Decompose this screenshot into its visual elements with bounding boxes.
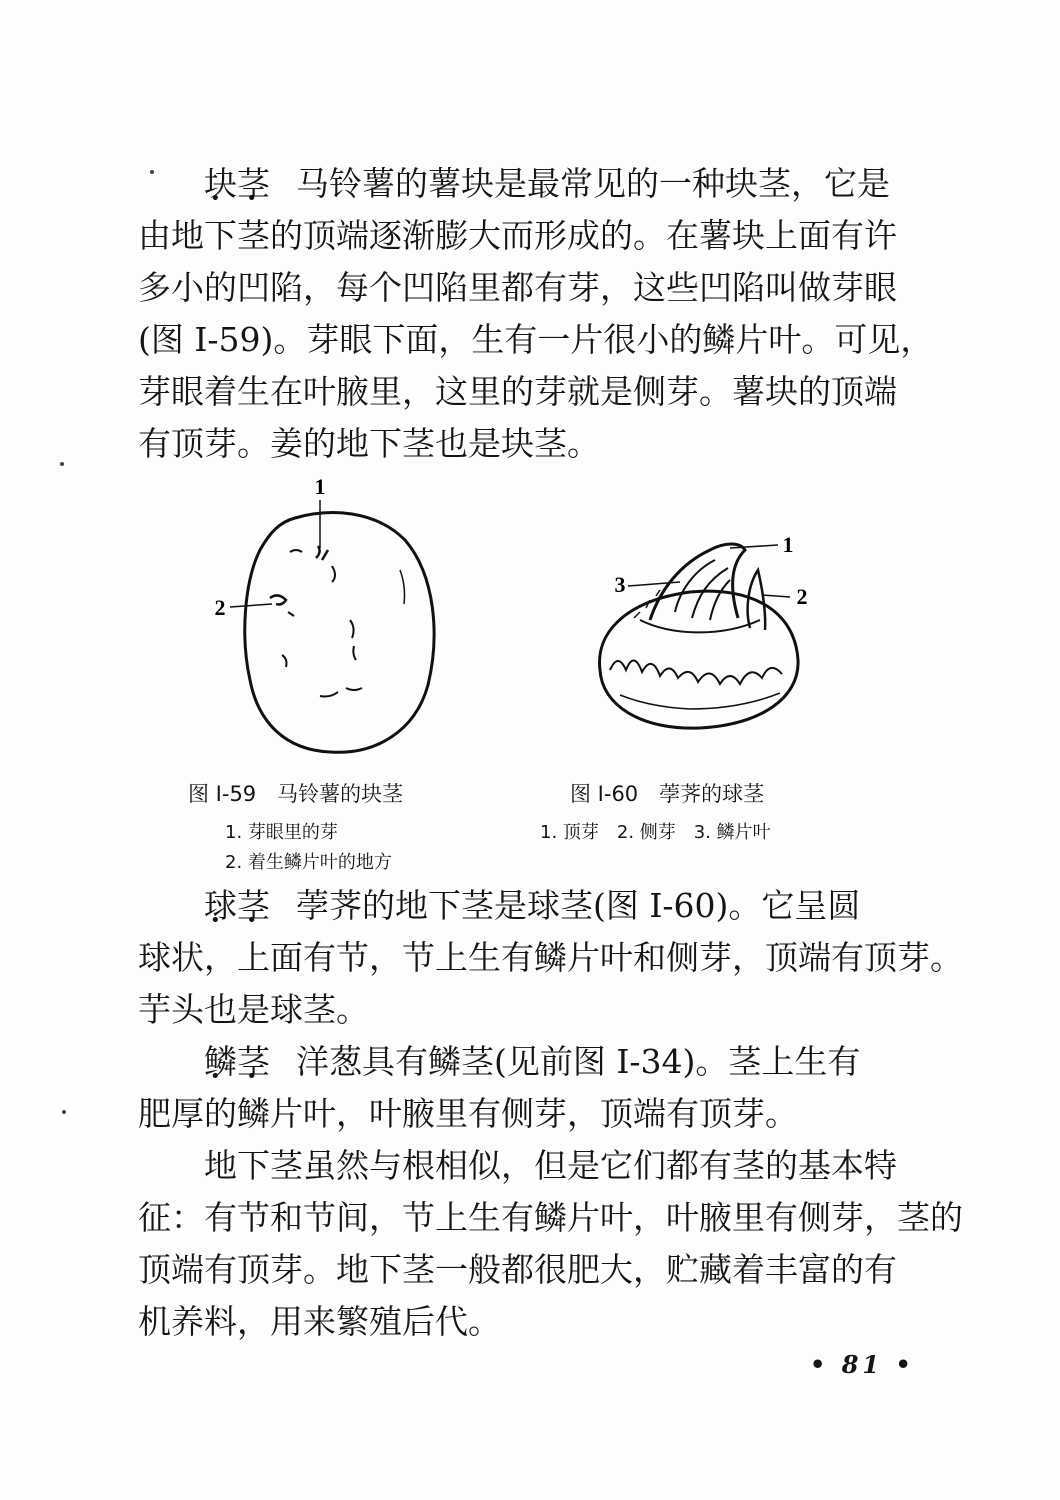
paragraph-line: 鳞茎 • • 洋葱具有鳞茎(见前图 I-34)。茎上生有 <box>138 1036 898 1088</box>
figure59-caption: 图 I-59 马铃薯的块茎 <box>188 782 404 806</box>
figure60-legend: 1. 顶芽 2. 侧芽 3. 鳞片叶 <box>540 822 771 843</box>
figure60-label-3: 3 <box>614 572 626 597</box>
paragraph-corm <box>138 880 963 1036</box>
scan-speck <box>62 1110 66 1114</box>
paragraph-summary <box>138 1140 963 1348</box>
figure60-label-2: 2 <box>796 584 808 609</box>
scan-speck <box>60 462 64 466</box>
figure60-caption: 图 I-60 荸荠的球茎 <box>570 782 765 806</box>
term-tuber: 块茎 • • <box>204 158 270 210</box>
paragraph-line: 有顶芽。姜的地下茎也是块茎。 <box>138 424 600 463</box>
water-chestnut-corm-illustration <box>580 520 830 750</box>
paragraph-line: 机养料，用来繁殖后代。 <box>138 1302 501 1341</box>
paragraph-line: 由地下茎的顶端逐渐膨大而形成的。在薯块上面有许 <box>138 216 897 255</box>
term-bulb: 鳞茎 • • <box>204 1036 270 1088</box>
figure59-legend-item-2: 2. 着生鳞片叶的地方 <box>225 852 392 873</box>
paragraph-line: 征：有节和节间，节上生有鳞片叶，叶腋里有侧芽，茎的 <box>138 1198 963 1237</box>
paragraph-line: 块茎 • • 马铃薯的薯块是最常见的一种块茎，它是 <box>138 158 898 210</box>
figure59-label-2: 2 <box>214 595 226 620</box>
potato-tuber-illustration <box>200 470 460 770</box>
paragraph-line: (图 I-59)。芽眼下面，生有一片很小的鳞片叶。可见， <box>138 320 934 359</box>
paragraph-line: 芋头也是球茎。 <box>138 990 369 1029</box>
paragraph-line: 球状，上面有节，节上生有鳞片叶和侧芽，顶端有顶芽。 <box>138 938 963 977</box>
paragraph-bulb <box>138 1036 898 1140</box>
paragraph-line: 地下茎虽然与根相似，但是它们都有茎的基本特 <box>204 1146 897 1185</box>
paragraph-line: 芽眼着生在叶腋里，这里的芽就是侧芽。薯块的顶端 <box>138 372 897 411</box>
figure60-label-1: 1 <box>782 532 794 557</box>
paragraph-line: 肥厚的鳞片叶，叶腋里有侧芽，顶端有顶芽。 <box>138 1094 798 1133</box>
paragraph-line: 球茎 • • 荸荠的地下茎是球茎(图 I-60)。它呈圆 <box>138 880 898 932</box>
paragraph-tuber <box>138 158 934 470</box>
paragraph-line: 多小的凹陷，每个凹陷里都有芽，这些凹陷叫做芽眼 <box>138 268 897 307</box>
term-corm: 球茎 • • <box>204 880 270 932</box>
figure59-legend-item-1: 1. 芽眼里的芽 <box>225 822 338 843</box>
figure59-label-1: 1 <box>314 474 326 499</box>
scan-speck <box>150 170 154 174</box>
paragraph-line: 顶端有顶芽。地下茎一般都很肥大，贮藏着丰富的有 <box>138 1250 897 1289</box>
page-number: • 81 • <box>810 1350 915 1379</box>
